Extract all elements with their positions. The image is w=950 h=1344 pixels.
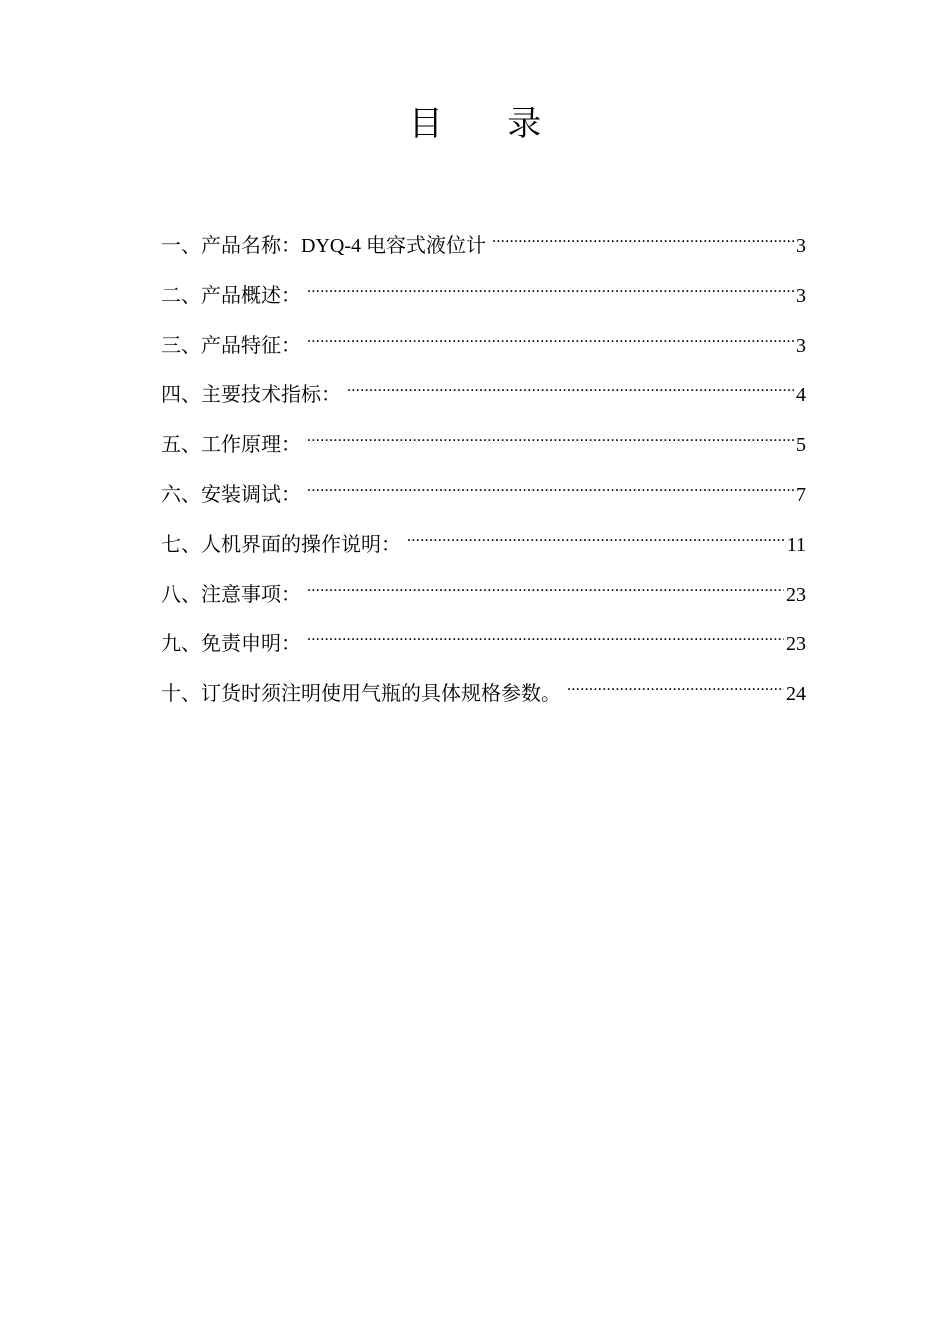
toc-entry-label: 五、工作原理： [161,434,301,457]
toc-dot-leader [407,531,785,551]
toc-entry-page: 5 [796,434,806,457]
toc-dot-leader [567,680,784,700]
toc-entry-label: 六、安装调试： [161,483,301,506]
toc-entry-label: 三、产品特征： [161,334,301,357]
table-of-contents [161,226,806,724]
toc-entry-page: 23 [786,633,806,656]
toc-entry[interactable] [161,575,806,625]
toc-entry[interactable] [161,375,806,425]
toc-entry[interactable] [161,276,806,326]
toc-entry[interactable] [161,475,806,525]
toc-dot-leader [307,581,784,601]
toc-entry-label: 八、注意事项： [161,583,301,606]
toc-entry-page: 4 [796,384,806,407]
toc-entry-page: 11 [786,533,806,556]
toc-entry-page: 24 [786,683,806,706]
toc-dot-leader [307,332,794,352]
toc-entry-label: 七、人机界面的操作说明： [161,533,401,556]
toc-entry[interactable] [161,326,806,376]
toc-dot-leader [307,431,794,451]
toc-entry-page: 3 [796,334,806,357]
toc-entry[interactable] [161,525,806,575]
toc-entry-page: 3 [796,284,806,307]
toc-dot-leader [492,232,794,252]
toc-entry-page: 23 [786,583,806,606]
toc-entry-page: 3 [796,235,806,257]
toc-title: 目 录 [408,106,570,143]
toc-dot-leader [307,282,794,302]
toc-dot-leader [307,481,794,501]
toc-entry-label: 二、产品概述： [161,284,301,307]
toc-entry[interactable] [161,624,806,674]
toc-dot-leader [347,381,794,401]
toc-entry-label: 四、主要技术指标： [161,384,341,407]
toc-entry[interactable] [161,674,806,724]
toc-entry-label: 一、产品名称：DYQ-4 电容式液位计 [161,235,486,257]
toc-entry-page: 7 [796,483,806,506]
toc-entry[interactable] [161,425,806,475]
toc-dot-leader [307,630,784,650]
toc-entry-label: 十、订货时须注明使用气瓶的具体规格参数。 [161,683,561,706]
toc-entry[interactable] [161,226,806,276]
toc-entry-label: 九、免责申明： [161,633,301,656]
